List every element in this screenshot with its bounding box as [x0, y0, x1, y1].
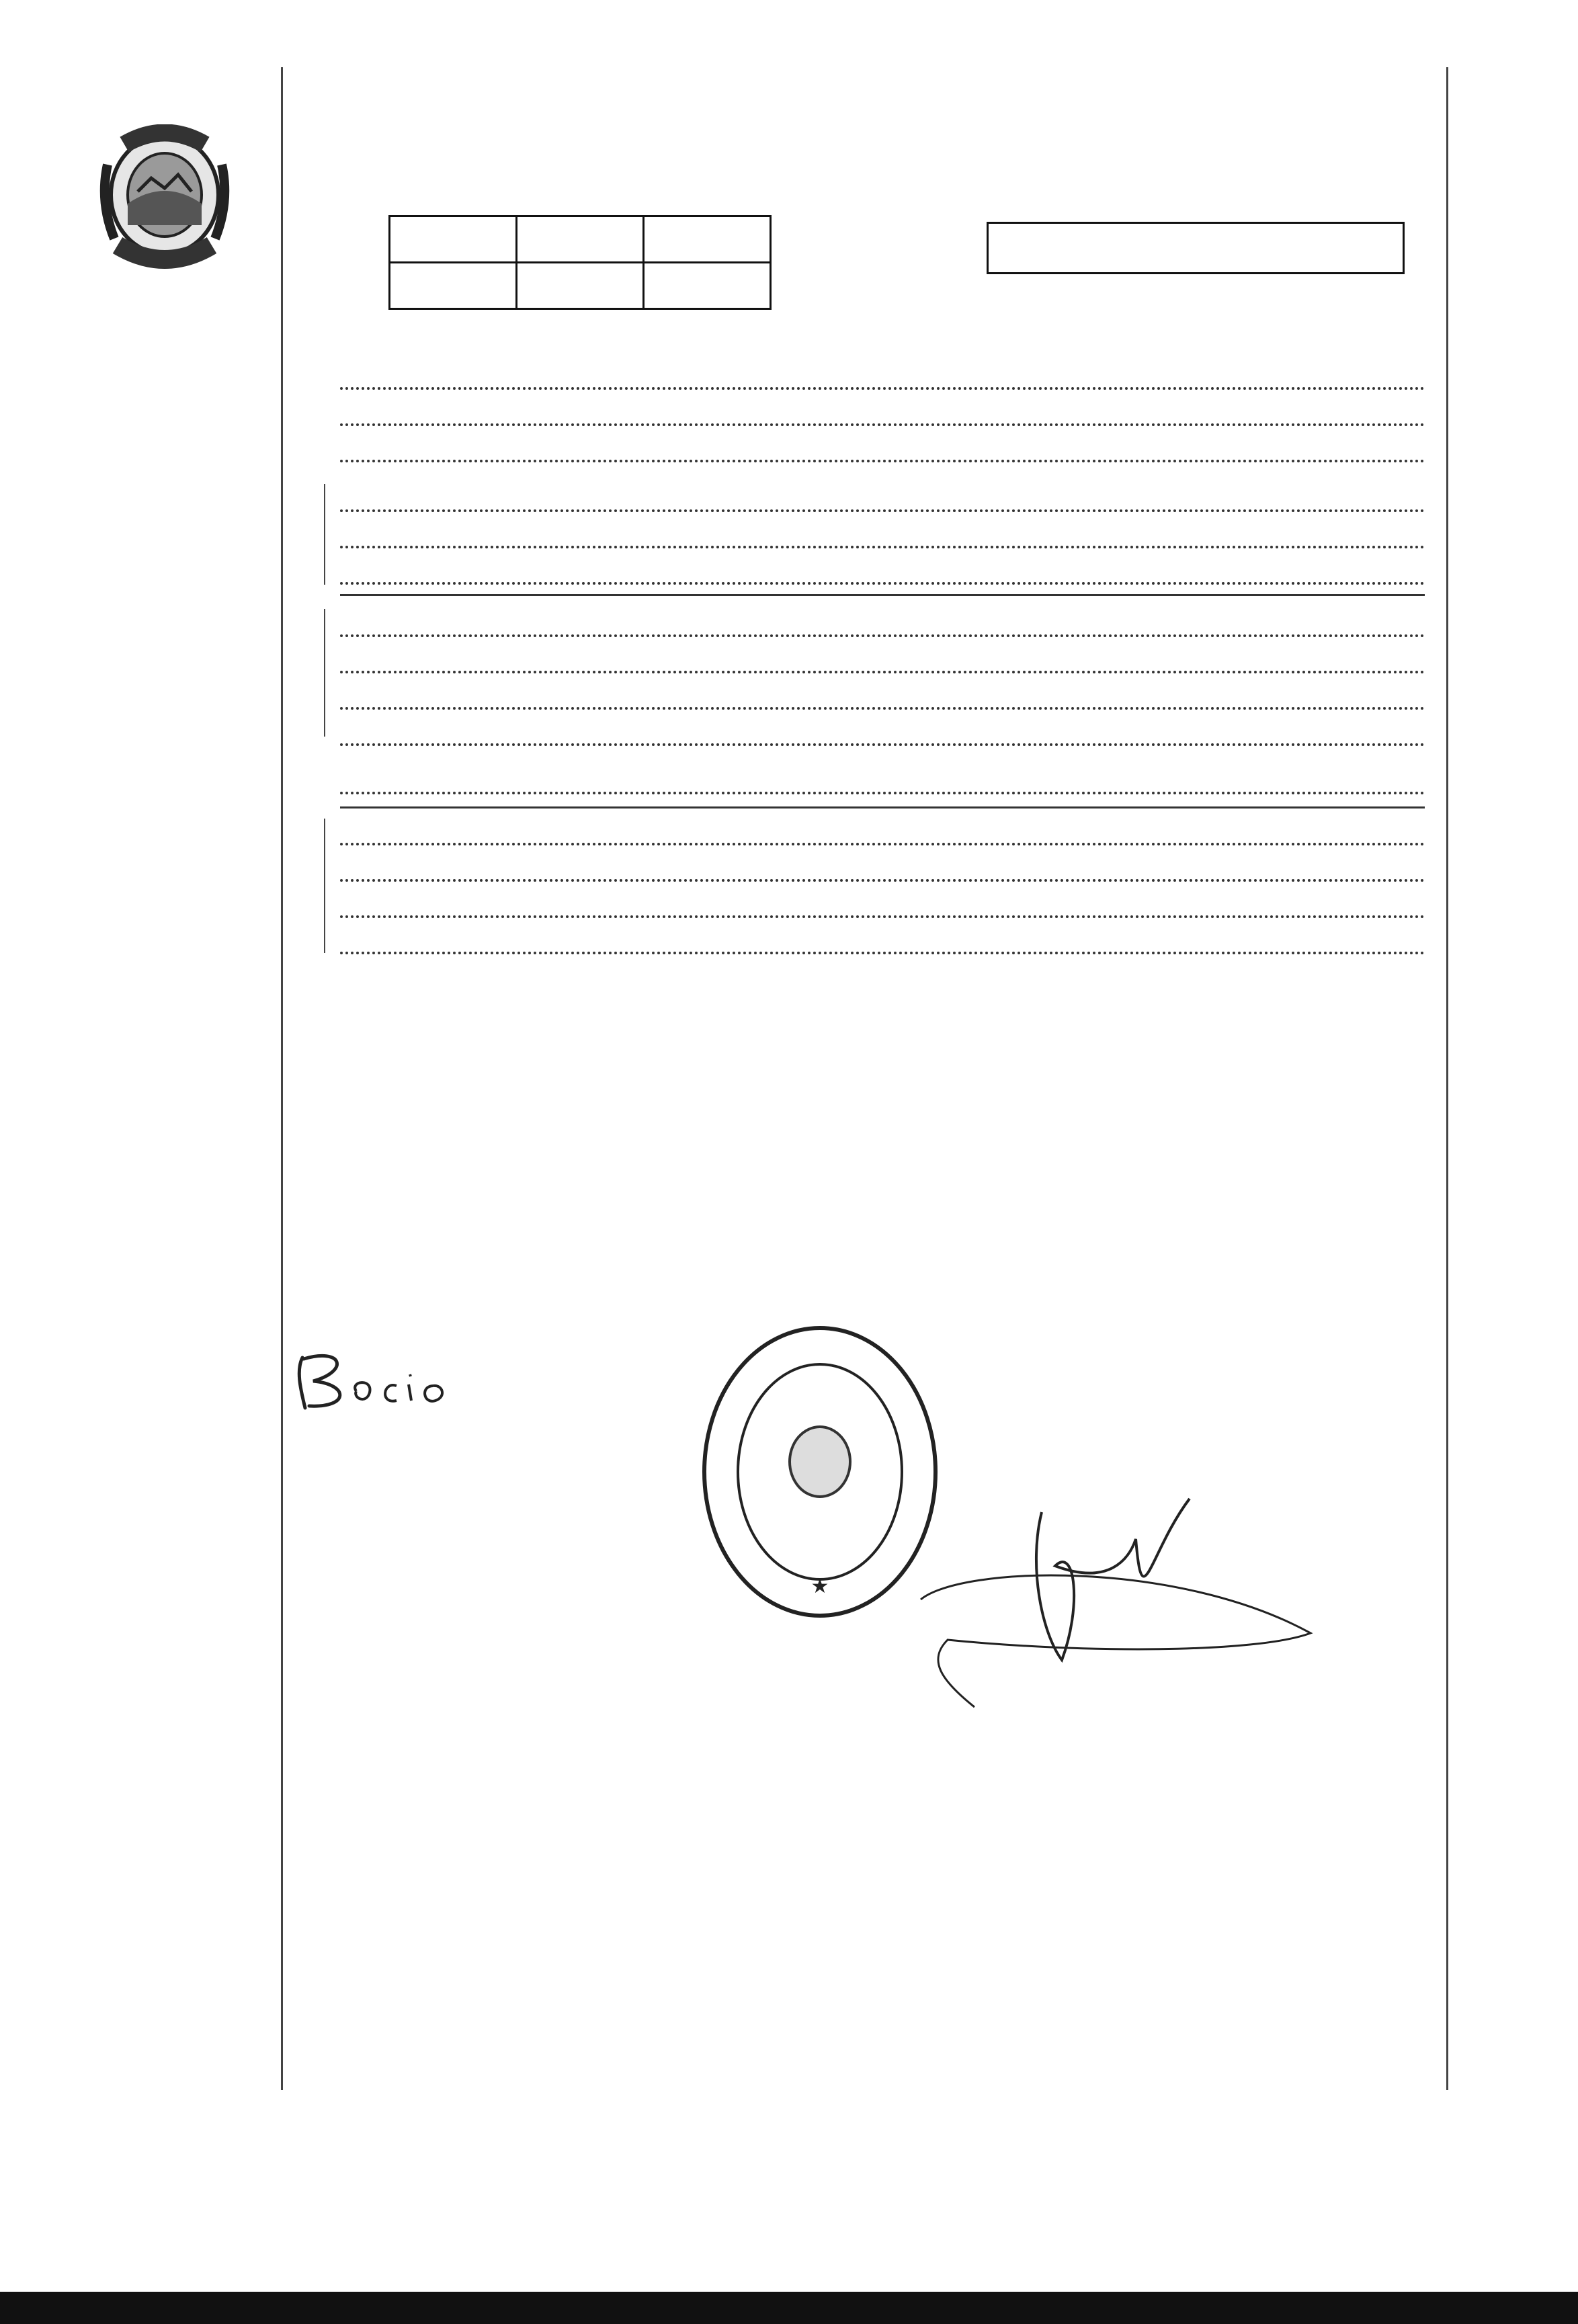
- row-doc2: [340, 712, 1425, 750]
- separator-apellido: [340, 806, 1425, 808]
- separator-nacido: [340, 594, 1425, 596]
- left-border-line: [281, 67, 283, 2090]
- row-apellido: [340, 761, 1425, 798]
- row-domicilio: [340, 884, 1425, 922]
- reference-table-value-row: [390, 263, 771, 309]
- seal-star-icon: ★: [811, 1575, 829, 1597]
- handwritten-signature: [289, 1344, 464, 1418]
- reference-table: [388, 215, 772, 310]
- header-anio: [644, 216, 771, 263]
- declarante-bracket: [324, 819, 325, 953]
- row-sexo: [340, 515, 1425, 552]
- row-doc1: [340, 640, 1425, 677]
- security-pattern-bottom: [292, 1261, 883, 1297]
- footer-code: [0, 2292, 1578, 2324]
- row-madre: [340, 676, 1425, 714]
- official-stamp: [907, 1485, 1337, 1720]
- dni-barcode: [415, 1183, 778, 1250]
- row-year: [340, 429, 1425, 466]
- header-acta: [517, 216, 644, 263]
- padres-bracket: [324, 609, 325, 737]
- row-hijo: [340, 604, 1425, 641]
- row-declarante: [340, 848, 1425, 886]
- row-en: [340, 356, 1425, 394]
- nacido-bracket: [324, 484, 325, 585]
- right-border-line: [1446, 67, 1448, 2090]
- row-hora: [340, 551, 1425, 589]
- row-nombre: [340, 479, 1425, 516]
- row-obra: [340, 921, 1425, 958]
- header-tomo: [390, 216, 517, 263]
- value-anio: [644, 263, 771, 309]
- row-republica: [340, 392, 1425, 430]
- province-crest-logo: [87, 124, 242, 286]
- security-pattern-top: [292, 1055, 856, 1089]
- value-tomo: [390, 263, 517, 309]
- value-acta: [517, 263, 644, 309]
- act-type-box: [987, 222, 1405, 274]
- reference-table-header-row: [390, 216, 771, 263]
- row-certificado: [340, 812, 1425, 849]
